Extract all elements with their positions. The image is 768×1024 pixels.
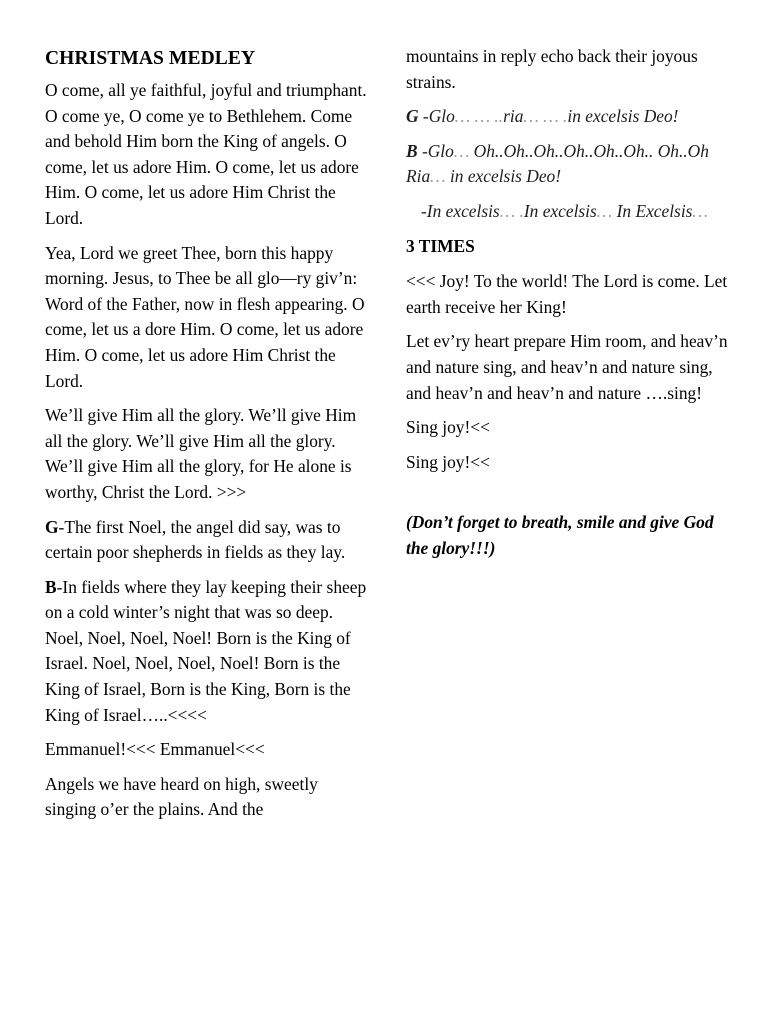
gloria-boys-line	[406, 139, 736, 190]
in-excelsis-line	[406, 199, 736, 225]
gloria-boys-c: Oh..Oh..Oh..Oh..Oh..Oh.. Oh..Oh Ria	[406, 140, 709, 187]
repeat-instruction: 3 TIMES	[406, 235, 475, 256]
right-column	[406, 44, 736, 570]
verse-every-heart: Let ev’ry heart prepare Him room, and heav’n and nature sing, and heav’n and nature sing, and heav’n and heav’n and nature ….sing!	[406, 331, 728, 403]
gloria-boys-d: …	[430, 166, 450, 187]
girls-gloria-tag: G	[406, 106, 419, 127]
verse-angels-we-have-heard: Angels we have heard on high, sweetly singing o’er the plains. And the	[45, 773, 318, 820]
gloria-girls-c: ria	[503, 106, 524, 127]
sing-joy-1: Sing joy!<<	[406, 417, 490, 438]
excelsis-e: In Excelsis	[616, 200, 693, 221]
verse-first-noel	[45, 515, 367, 566]
boys-part-tag: B	[45, 576, 57, 597]
sing-joy-2: Sing joy!<<	[406, 451, 490, 472]
girls-part-tag: G	[45, 516, 59, 537]
gloria-boys-b: …	[453, 140, 474, 161]
left-column	[45, 46, 367, 832]
gloria-girls-b: … … ..	[454, 106, 504, 127]
gloria-girls-e: in excelsis Deo!	[567, 106, 679, 127]
verse-joy-to-the-world: <<< Joy! To the world! The Lord is come. Let earth receive her King!	[406, 271, 728, 317]
excelsis-f: …	[692, 200, 708, 221]
medley-title: CHRISTMAS MEDLEY	[45, 48, 256, 69]
excelsis-d: …	[596, 200, 617, 221]
closing-note: (Don’t forget to breath, smile and give God the glory!!!)	[406, 512, 714, 559]
excelsis-b: … .	[499, 200, 524, 221]
excelsis-a: -In excelsis	[421, 200, 500, 221]
gloria-boys-e: in excelsis Deo!	[449, 166, 562, 187]
first-noel-text: -The first Noel, the angel did say, was to certain poor shepherds in fields as they lay.	[45, 516, 346, 563]
gloria-girls-a: -Glo	[418, 106, 455, 127]
excelsis-c: In excelsis	[523, 200, 597, 221]
boys-gloria-tag: B	[406, 140, 418, 161]
verse-in-fields	[45, 575, 367, 729]
gloria-girls-line	[406, 104, 736, 130]
verse-emmanuel: Emmanuel!<<< Emmanuel<<<	[45, 739, 265, 760]
verse-give-him-glory: We’ll give Him all the glory. We’ll give Him all the glory. We’ll give Him all the glory. We’ll give Him all the glory, for He alone is worthy, Christ the Lord. >>>	[45, 405, 357, 502]
verse-yea-lord: Yea, Lord we greet Thee, born this happy morning. Jesus, to Thee be all glo—ry giv’n: Word of the Father, now in flesh appearing. O come, let us a dore Him. O come, let us adore Him. O come, let us adore Him Christ the Lord.	[45, 242, 365, 391]
gloria-girls-d: … … .	[523, 106, 568, 127]
in-fields-text: -In fields where they lay keeping their sheep on a cold winter’s night that was so deep. Noel, Noel, Noel, Noel! Born is the King of Israel. Noel, Noel, Noel, Noel! Born is the King of Israel, Born is the King, Born is the King of Israel…..<<<<	[45, 576, 367, 725]
gloria-boys-a: -Glo	[417, 140, 454, 161]
verse-o-come-all-ye-faithful: O come, all ye faithful, joyful and triumphant. O come ye, O come ye to Bethlehem. Come and behold Him born the King of angels. O come, let us adore Him. O come, let us adore Him. O come, let us adore Him Christ the Lord.	[45, 80, 367, 228]
verse-mountains-in-reply: mountains in reply echo back their joyous strains.	[406, 46, 698, 92]
